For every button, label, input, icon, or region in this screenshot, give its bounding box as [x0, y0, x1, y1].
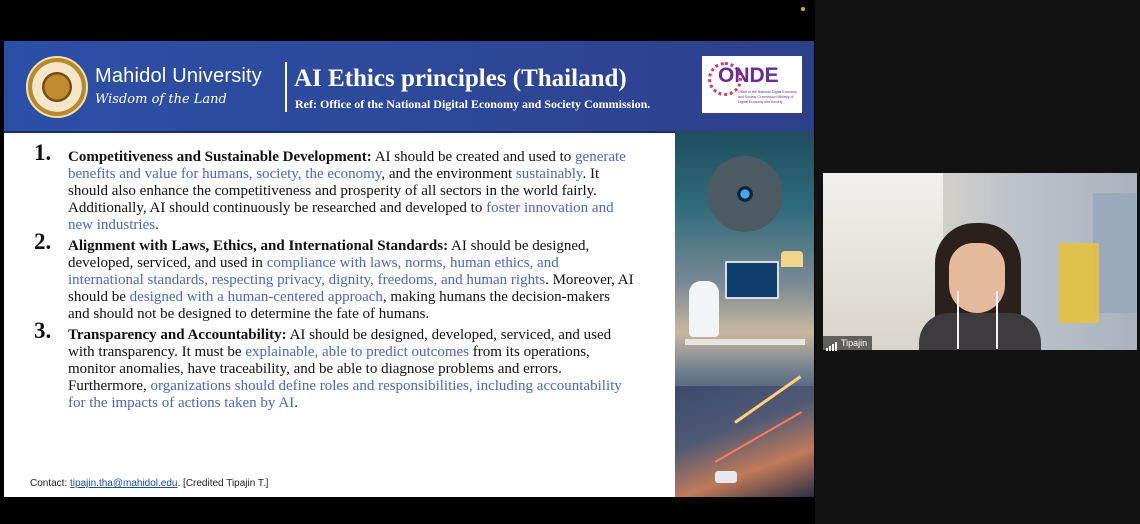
principle-highlight: sustainably — [515, 166, 583, 182]
car-graphic — [715, 471, 737, 483]
university-name: Mahidol University — [95, 65, 262, 87]
principle-number: 2. — [34, 229, 52, 254]
principle-text: AI should be designed, developed, serviced, and used with transparency. It must be — [68, 327, 612, 360]
principle-heading: Alignment with Laws, Ethics, and International Standards: — [68, 238, 449, 254]
signal-strength-icon — [826, 337, 838, 351]
principle-highlight: organizations should define roles and responsibilities, including accountability for the impacts of actions taken by AI — [68, 378, 622, 411]
principle-text: , and the environment — [381, 166, 516, 182]
principle-number: 3. — [34, 318, 52, 343]
notification-dot-icon — [801, 7, 805, 11]
participant-video-tile[interactable] — [823, 173, 1137, 350]
slide-title: AI Ethics principles (Thailand) — [294, 65, 627, 92]
principle-heading: Transparency and Accountability: — [68, 327, 287, 343]
presentation-slide — [4, 41, 814, 497]
video-background-object — [1059, 243, 1099, 323]
principle-number: 1. — [34, 140, 52, 165]
desk-graphic — [685, 339, 805, 345]
principle-text: AI should be designed, developed, serviced, and used in — [68, 238, 590, 271]
principle-text: . It should also enhance the competitiveness and prosperity of all sectors in the world fairly. Additionally, AI should continuously be researched and developed to — [68, 166, 600, 216]
principle-text: . Moreover, AI should be — [68, 272, 634, 305]
principle-highlight: compliance with laws, norms, human ethics, and international standards, respecting privacy, dignity, freedoms, and human rights — [68, 255, 559, 288]
earphone-wire — [996, 291, 998, 349]
onde-logo-text: ONDE — [718, 64, 779, 87]
city-road-graphic — [675, 386, 814, 497]
onde-logo-subtext: Office of the National Digital Economy and Society Commission Ministry of Digital Economy and Society — [738, 90, 797, 104]
principle-text: , making humans the decision-makers and should not be designed to determine the fate of humans. — [68, 289, 610, 322]
contact-email-link[interactable]: tipajin.tha@mahidol.edu — [70, 478, 178, 489]
ai-illustration-image — [675, 131, 814, 497]
principle-item — [34, 229, 634, 323]
mahidol-seal-icon — [26, 56, 88, 118]
principle-highlight: generate benefits and value for humans, society, the economy — [68, 149, 626, 182]
monitor-graphic — [725, 261, 779, 299]
lamp-graphic — [781, 251, 803, 267]
principle-highlight: explainable, able to predict outcomes — [245, 344, 469, 360]
contact-line — [30, 478, 268, 489]
principle-item — [34, 318, 634, 412]
doctor-graphic — [689, 281, 719, 337]
principle-highlight: designed with a human-centered approach — [129, 289, 383, 305]
slide-subtitle: Ref: Office of the National Digital Economy and Society Commission. — [295, 97, 651, 111]
participant-torso — [919, 313, 1041, 350]
principle-heading: Competitiveness and Sustainable Development: — [68, 149, 372, 165]
onde-logo-icon — [702, 56, 802, 113]
participant-name: Tipajin — [841, 338, 868, 348]
principle-text: . — [294, 395, 298, 411]
participant-name-tag — [823, 336, 872, 350]
principle-text: . — [155, 217, 159, 233]
header-divider — [285, 62, 287, 112]
principle-text: AI should be created and used to — [371, 149, 576, 165]
slide-header — [4, 41, 814, 131]
principle-item — [34, 140, 634, 234]
smart-speaker-graphic — [707, 156, 783, 232]
earphone-wire — [957, 291, 959, 349]
contact-credit: . [Credited Tipajin T.] — [177, 478, 269, 489]
principles-list — [34, 140, 634, 416]
principle-highlight: foster innovation and new industries — [68, 200, 614, 233]
video-background-wall — [1093, 193, 1137, 313]
university-motto: Wisdom of the Land — [95, 92, 227, 107]
principle-text: from its operations, monitor anomalies, have traceability, and be able to diagnose problems and errors. Furthermore, — [68, 344, 590, 394]
contact-label: Contact: — [30, 478, 71, 489]
